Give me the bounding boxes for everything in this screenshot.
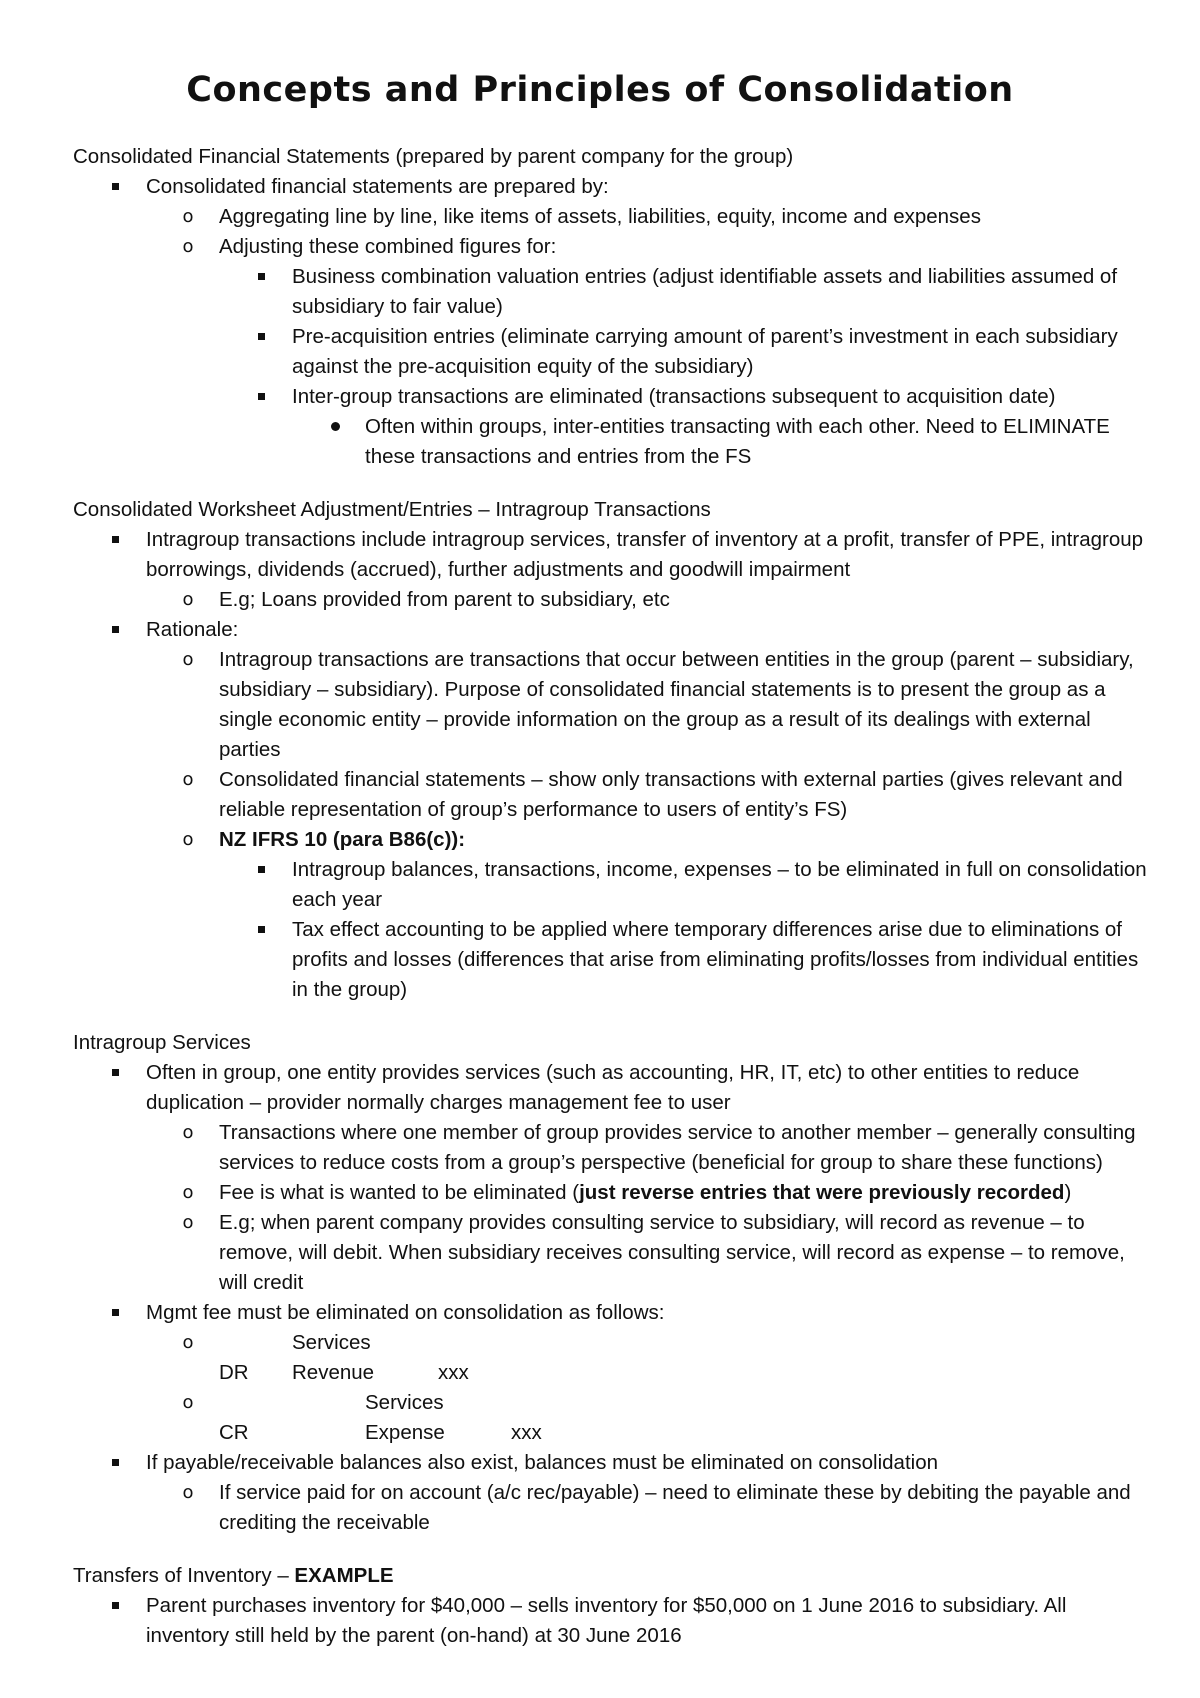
square-bullet-icon [105, 172, 125, 202]
credit-account: Services Expense [365, 1391, 445, 1444]
square-bullet-icon [251, 915, 271, 945]
list-item [73, 825, 1153, 855]
list-item-text: E.g; Loans provided from parent to subsidiary, etc [219, 588, 670, 611]
square-bullet-icon [105, 525, 125, 555]
circle-bullet-icon: o [182, 1122, 194, 1143]
square-bullet-icon [251, 262, 271, 292]
square-bullet-icon [251, 382, 271, 412]
list-item-text: Transactions where one member of group provides service to another member – generally consulting services to reduce costs from a group’s perspective (beneficial for group to share these functions) [219, 1121, 1136, 1174]
circle-bullet-icon: o [182, 1482, 194, 1503]
square-bullet-icon [105, 615, 125, 645]
list-item [73, 1118, 1153, 1178]
list-item [73, 382, 1153, 412]
list-item [73, 1478, 1153, 1538]
debit-account: Services Revenue [292, 1331, 375, 1384]
list-item [73, 855, 1153, 915]
list-item [73, 172, 1153, 202]
list-item-text: Pre-acquisition entries (eliminate carrying amount of parent’s investment in each subsidiary against the pre-acquisition equity of the subsidiary) [292, 325, 1118, 378]
square-bullet-icon [105, 1058, 125, 1088]
circle-bullet-icon: o [182, 829, 194, 850]
list-item [73, 1591, 1153, 1651]
circle-bullet-icon: o [182, 1182, 194, 1203]
list-item-text-bold: just reverse entries that were previously recorded [579, 1181, 1065, 1204]
list-item-text: Parent purchases inventory for $40,000 – sells inventory for $50,000 on 1 June 2016 to subsidiary. All inventory still held by the parent (on-hand) at 30 June 2016 [146, 1594, 1067, 1647]
circle-bullet-icon: o [182, 1332, 194, 1353]
debit-amount: xxx [438, 1361, 469, 1384]
circle-bullet-icon: o [182, 236, 194, 257]
square-bullet-icon [251, 322, 271, 352]
square-bullet-icon [105, 1591, 125, 1621]
list-item [73, 1448, 1153, 1478]
list-item [73, 262, 1153, 322]
journal-entry-credit [73, 1388, 1153, 1448]
list-item [73, 1298, 1153, 1328]
circle-bullet-icon: o [182, 1392, 194, 1413]
section-heading-transfers-of-inventory [73, 1561, 1153, 1591]
square-bullet-icon [105, 1298, 125, 1328]
list-item-text: Adjusting these combined figures for: [219, 235, 557, 258]
section-heading-bold: EXAMPLE [294, 1564, 394, 1587]
document-body [73, 142, 1153, 1651]
list-item-text: Aggregating line by line, like items of assets, liabilities, equity, income and expenses [219, 205, 981, 228]
section-heading-intragroup-transactions: Consolidated Worksheet Adjustment/Entries – Intragroup Transactions [73, 498, 711, 521]
section-heading-consolidated-fs: Consolidated Financial Statements (prepared by parent company for the group) [73, 145, 794, 168]
list-item-text: If service paid for on account (a/c rec/payable) – need to eliminate these by debiting the payable and crediting the receivable [219, 1481, 1131, 1534]
list-item [73, 525, 1153, 585]
section-heading-text: Transfers of Inventory – [73, 1564, 295, 1587]
list-item-text: Often in group, one entity provides services (such as accounting, HR, IT, etc) to other entities to reduce duplication – provider normally charges management fee to user [146, 1061, 1080, 1114]
credit-label: CR [219, 1421, 249, 1444]
list-item-text: NZ IFRS 10 (para B86(c)): [219, 828, 466, 851]
list-item-text: Tax effect accounting to be applied where temporary differences arise due to eliminations of profits and losses (differences that arise from eliminating profits/losses from individual entities in the group) [292, 918, 1139, 1001]
list-item [73, 1208, 1153, 1298]
list-item-text: E.g; when parent company provides consulting service to subsidiary, will record as revenue – to remove, will debit. When subsidiary receives consulting service, will record as expense – to remove, will credit [219, 1211, 1125, 1294]
list-item [73, 1178, 1153, 1208]
list-item [73, 412, 1153, 472]
dot-bullet-icon [325, 412, 345, 442]
list-item [73, 765, 1153, 825]
list-item [73, 322, 1153, 382]
list-item-text: Consolidated financial statements – show only transactions with external parties (gives relevant and reliable representation of group’s performance to users of entity’s FS) [219, 768, 1123, 821]
list-item-text: If payable/receivable balances also exist, balances must be eliminated on consolidation [146, 1451, 939, 1474]
list-item-text: Intragroup transactions are transactions that occur between entities in the group (parent – subsidiary, subsidiary – subsidiary). Purpose of consolidated financial statements is to present the group as a single economic entity – provide information on the group as a result of its dealings with external parties [219, 648, 1134, 761]
list-item-text: Intragroup balances, transactions, income, expenses – to be eliminated in full on consolidation each year [292, 858, 1147, 911]
credit-amount: xxx [511, 1421, 542, 1444]
list-item-text-pre: Fee is what is wanted to be eliminated ( [219, 1181, 580, 1204]
list-item-text: Often within groups, inter-entities transacting with each other. Need to ELIMINATE these transactions and entries from the FS [365, 415, 1110, 468]
document-title: Concepts and Principles of Consolidation [186, 70, 1014, 110]
list-item [73, 585, 1153, 615]
list-item [73, 615, 1153, 645]
circle-bullet-icon: o [182, 1212, 194, 1233]
list-item-text: Inter-group transactions are eliminated (transactions subsequent to acquisition date) [292, 385, 1056, 408]
list-item-text: Mgmt fee must be eliminated on consolidation as follows: [146, 1301, 665, 1324]
circle-bullet-icon: o [182, 206, 194, 227]
list-item [73, 1058, 1153, 1118]
list-item-text: Intragroup transactions include intragroup services, transfer of inventory at a profit, transfer of PPE, intragroup borrowings, dividends (accrued), further adjustments and goodwill impairment [146, 528, 1144, 581]
list-item-text: Consolidated financial statements are prepared by: [146, 175, 609, 198]
circle-bullet-icon: o [182, 649, 194, 670]
section-heading-intragroup-services: Intragroup Services [73, 1031, 251, 1054]
list-item-text-post: ) [1064, 1181, 1072, 1204]
list-item [73, 645, 1153, 765]
square-bullet-icon [105, 1448, 125, 1478]
circle-bullet-icon: o [182, 589, 194, 610]
square-bullet-icon [251, 855, 271, 885]
list-item-text: Business combination valuation entries (adjust identifiable assets and liabilities assumed of subsidiary to fair value) [292, 265, 1118, 318]
list-item-text: Rationale: [146, 618, 239, 641]
list-item [73, 232, 1153, 262]
debit-label: DR [219, 1361, 249, 1384]
list-item [73, 915, 1153, 1005]
journal-entry-debit [73, 1328, 1153, 1388]
list-item [73, 202, 1153, 232]
circle-bullet-icon: o [182, 769, 194, 790]
